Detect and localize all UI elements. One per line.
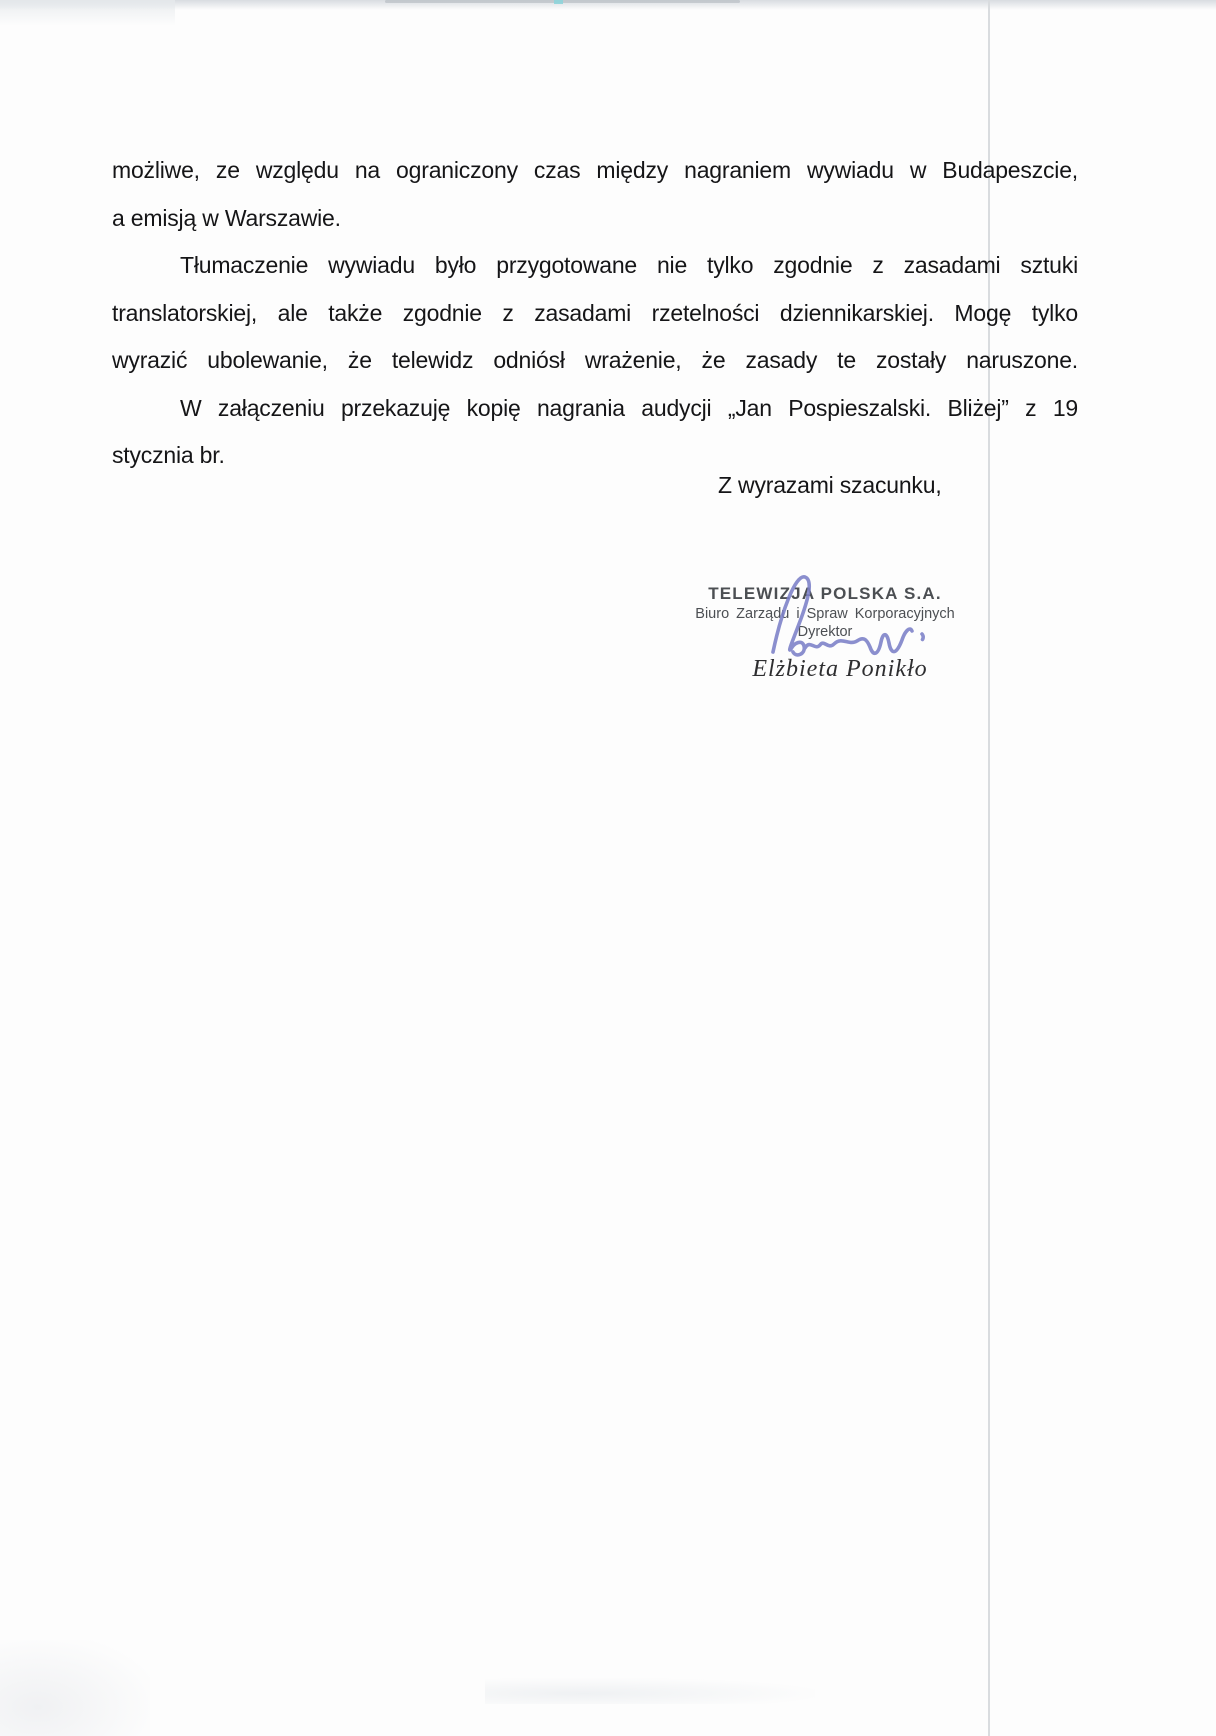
scan-artifact-cyan-tick [554,0,563,4]
letter-line: a emisją w Warszawie. [112,204,341,231]
scan-artifact-bottom-left-smudge [0,1640,150,1736]
scan-artifact-bottom-smudge [485,1678,815,1704]
closing-line: Z wyrazami szacunku, [718,472,942,498]
signature-icon [765,568,935,663]
scan-artifact-top-left-corner [0,0,175,26]
letter-line: stycznia br. [112,442,225,468]
letter-line: możliwe, ze względu na ograniczony czas między nagraniem wywiadu w Budapeszcie, [112,157,1078,183]
handwritten-signature [765,568,935,663]
letter-line: W załączeniu przekazuję kopię nagrania audycji „Jan Pospieszalski. Bliżej” z 19 [180,394,1078,421]
letter-line: Tłumaczenie wywiadu było przygotowane nie tylko zgodnie z zasadami sztuki [180,252,1078,278]
signatory-name: Elżbieta Ponikło [752,656,928,682]
stamp-org-line: TELEWIZJA POLSKA S.A. [708,584,942,603]
stamp-office-line: Biuro Zarządu i Spraw Korporacyjnych [695,606,955,622]
letter-line: wyrazić ubolewanie, że telewidz odniósł wrażenie, że zasady te zostały naruszone. [112,347,1078,373]
letter-body [112,147,1078,480]
letter-line: translatorskiej, ale także zgodnie z zasadami rzetelności dziennikarskiej. Mogę tylko [112,299,1078,326]
stamp-title-line: Dyrektor [797,624,853,640]
